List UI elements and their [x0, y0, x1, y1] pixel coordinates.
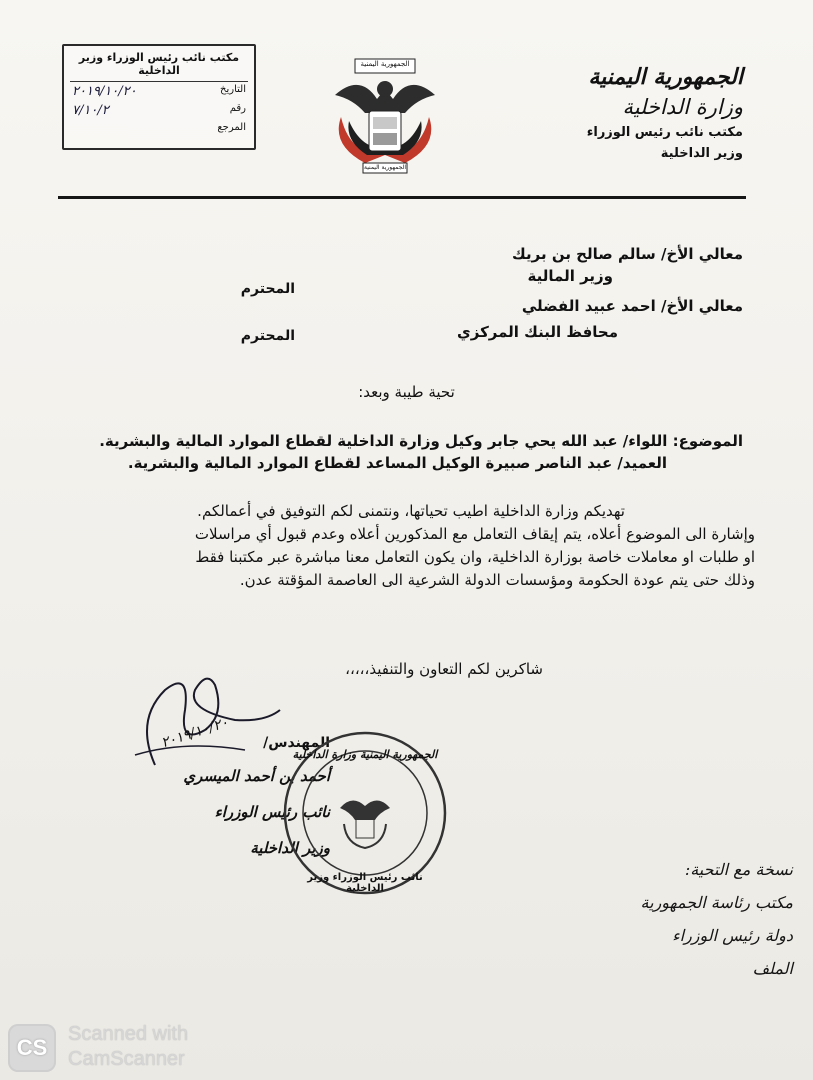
stamp-date-label: التاريخ — [220, 84, 246, 95]
subject-line-1 — [63, 430, 743, 452]
body-line-1: تهديكم وزارة الداخلية اطيب تحياتها، ونتمنى لكم التوفيق في أعمالكم. — [197, 502, 625, 520]
body-line-4: وذلك حتى يتم عودة الحكومة ومؤسسات الدولة الشرعية الى العاصمة المؤقتة عدن. — [239, 571, 755, 589]
subject-text-2: العميد/ عبد الناصر صبيرة الوكيل المساعد لقطاع الموارد المالية والبشرية. — [127, 454, 667, 472]
letter-body — [55, 500, 755, 592]
body-line-2: وإشارة الى الموضوع أعلاه، يتم إيقاف التعامل مع المذكورين أعلاه وعدم قبول أي مراسلات — [194, 525, 755, 543]
addressee-1 — [183, 245, 743, 297]
copy-item-2: دولة رئيس الوزراء — [672, 926, 793, 945]
addressee-2 — [183, 297, 743, 344]
signer-prefix: المهندس/ — [263, 735, 330, 751]
stamp-ref-value: ٧/١٠/٢ — [72, 103, 109, 118]
registration-stamp — [62, 44, 256, 150]
copy-item-1: مكتب رئاسة الجمهورية — [640, 893, 793, 912]
minister-title: وزير الداخلية — [660, 146, 743, 161]
addressee-1-title: وزير المالية — [527, 267, 613, 285]
republic-title: الجمهورية اليمنية — [588, 64, 743, 90]
stamp-file-label: المرجع — [217, 122, 246, 133]
addressee-2-name: معالي الأخ/ احمد عبيد الفضلي — [521, 297, 743, 315]
signature-date: ٢٠١٩/١٠/٢٠ — [159, 714, 231, 752]
subject-block — [63, 430, 743, 474]
signer-position-1: نائب رئيس الوزراء — [214, 803, 330, 821]
copies-title: نسخة مع التحية: — [684, 860, 793, 879]
signer-name: أحمد بن أحمد الميسري — [183, 767, 330, 785]
subject-text-1: اللواء/ عبد الله يحي جابر وكيل وزارة الداخلية لقطاع الموارد المالية والبشرية. — [99, 432, 668, 450]
stamp-title: مكتب نائب رئيس الوزراء وزير الداخلية — [70, 46, 248, 82]
signer-position-2: وزير الداخلية — [250, 839, 330, 857]
seal-inner-text: نائب رئيس الوزراء وزير الداخلية — [307, 872, 423, 894]
ministry-title: وزارة الداخلية — [622, 95, 743, 119]
copy-item-3: الملف — [752, 959, 793, 978]
stamp-file-row — [64, 120, 254, 135]
national-emblem — [305, 55, 465, 180]
addressee-2-honorific: المحترم — [240, 328, 295, 344]
eagle-emblem-icon — [305, 55, 465, 180]
addressee-2-title: محافظ البنك المركزي — [456, 323, 618, 341]
emblem-ribbon: الجمهورية اليمنية — [363, 164, 406, 171]
greeting: تحية طيبة وبعد: — [358, 383, 455, 401]
stamp-ref-label: رقم — [229, 103, 246, 114]
camscanner-logo-text: CS — [16, 1035, 48, 1060]
stamp-ref-row — [64, 101, 254, 120]
office-title: مكتب نائب رئيس الوزراء — [586, 125, 743, 140]
stamp-date-value: ٢٠١٩/١٠/٢٠ — [72, 84, 137, 99]
emblem-banner: الجمهورية اليمنية — [360, 60, 410, 68]
stamp-date-row — [64, 82, 254, 101]
letterhead — [543, 62, 743, 164]
seal-outer-text: الجمهورية اليمنية وزارة الداخلية — [292, 748, 438, 761]
body-line-3: او طلبات او معاملات خاصة بوزارة الداخلية، وان يكون التعامل معنا مباشرة عبر مكتبنا فقط — [195, 548, 755, 566]
header-divider — [58, 196, 746, 199]
camscanner-logo-icon — [8, 1024, 56, 1072]
closing-line: شاكرين لكم التعاون والتنفيذ،،،،، — [345, 660, 543, 678]
addressee-1-name: معالي الأخ/ سالم صالح بن بريك — [512, 245, 743, 263]
copies-list — [563, 860, 793, 992]
watermark-line-1: Scanned with — [68, 1023, 189, 1045]
subject-label: الموضوع: — [672, 432, 743, 450]
addressee-1-honorific: المحترم — [240, 281, 295, 297]
watermark-line-2: CamScanner — [68, 1048, 185, 1070]
camscanner-watermark — [68, 1022, 188, 1072]
